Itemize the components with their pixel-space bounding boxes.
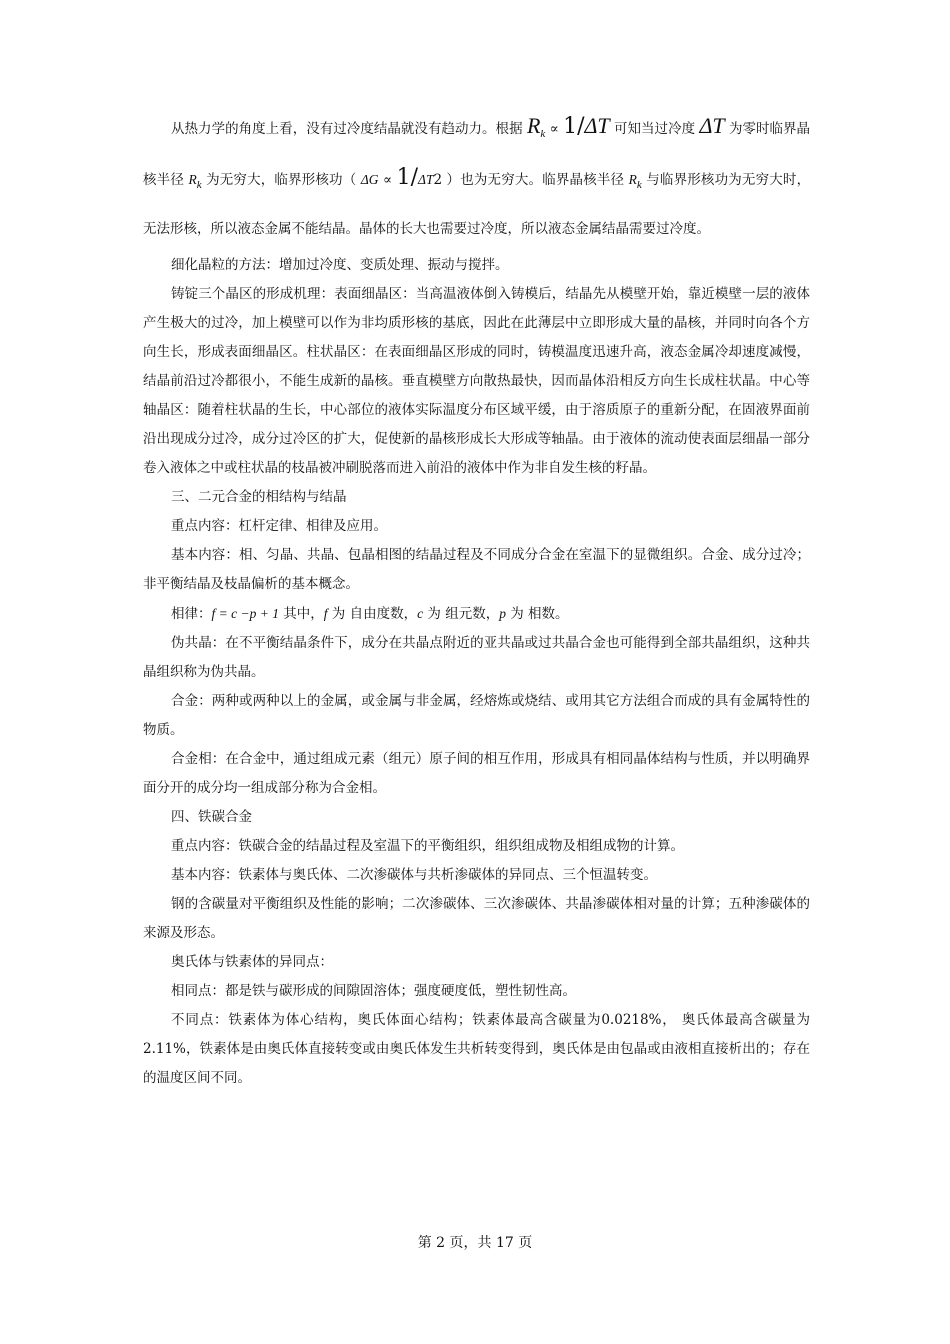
paragraph-alloy: 合金：两种或两种以上的金属，或金属与非金属，经熔炼或烧结、或用其它方法组合而成的具有金属特性的物质。 xyxy=(143,693,810,738)
section-heading-binary-alloys: 三、二元合金的相结构与结晶 xyxy=(171,489,347,505)
formula-dG: ΔG xyxy=(360,172,379,187)
formula-slash: / xyxy=(577,114,585,139)
formula-slash: / xyxy=(410,165,419,190)
text: 为零时临界晶核半径 xyxy=(143,121,811,188)
section-heading-iron-carbon: 四、铁碳合金 xyxy=(171,809,252,825)
paragraph-alloy-phase: 合金相：在合金中，通过组成元素（组元）原子间的相互作用，形成具有相同晶体结构与性质，并以明确界面分开的成分均一组成部分称为合金相。 xyxy=(143,751,810,796)
page-footer: 第 2 页，共 17 页 xyxy=(417,1235,533,1251)
formula-dT: ΔT xyxy=(418,172,434,187)
paragraph-basic-content-2: 基本内容：铁素体与奥氏体、二次渗碳体与共析渗碳体的异同点、三个恒温转变。 xyxy=(171,867,657,883)
paragraph-ingot-zones: 铸锭三个晶区的形成机理：表面细晶区：当高温液体倒入铸模后，结晶先从模壁开始，靠近模壁一层的液体产生极大的过冷，加上模壁可以作为非均质形核的基底，因此在此薄层中立即形成大量的晶核，并同时向各个方向生长，形成表面细晶区。柱状晶区：在表面细晶区形成的同时，铸模温度迅速升高，液态金属冷却速度减慢，结晶前沿过冷都很小，不能生成新的晶核。垂直模壁方向散热最快，因而晶体沿相反方向生长成柱状晶。中心等轴晶区：随着柱状晶的生长，中心部位的液体实际温度分布区域平缓，由于溶质原子的重新分配，在固液界面前沿出现成分过冷，成分过冷区的扩大，促使新的晶核形成长大形成等轴晶。由于液体的流动使表面层细晶一部分卷入液体之中或柱状晶的枝晶被冲刷脱落而进入前沿的液体中作为非自发生核的籽晶。 xyxy=(143,286,810,476)
formula-prop: ∝ xyxy=(383,172,393,188)
symbol-f: f xyxy=(323,606,328,621)
paragraph-basic-content: 基本内容：相、匀晶、共晶、包晶相图的结晶过程及不同成分合金在室温下的显微组织。合金、成分过冷；非平衡结晶及枝晶偏析的基本概念。 xyxy=(143,547,810,592)
formula-k: k xyxy=(540,128,546,140)
formula-dT: ΔT xyxy=(584,113,610,138)
paragraph-austenite-ferrite: 奥氏体与铁素体的异同点： xyxy=(171,954,333,970)
phase-rule-formula: f = c −p + 1 xyxy=(211,606,279,621)
document-body xyxy=(143,104,810,1093)
text: 为无穷大，临界形核功（ xyxy=(206,172,357,188)
paragraph-supercooling xyxy=(143,104,810,251)
text: 相律： xyxy=(171,606,212,622)
paragraph-similarities: 相同点：都是铁与碳形成的间隙固溶体；强度硬度低，塑性韧性高。 xyxy=(171,983,576,999)
paragraph-carbon-content: 钢的含碳量对平衡组织及性能的影响；二次渗碳体、三次渗碳体、共晶渗碳体相对量的计算；五种渗碳体的来源及形态。 xyxy=(143,896,810,941)
text: 为 自由度数， xyxy=(327,606,418,622)
formula-dT: ΔT xyxy=(699,113,725,138)
formula-prop: ∝ xyxy=(549,121,559,137)
formula-R: R xyxy=(526,113,541,138)
text: 可知当过冷度 xyxy=(613,121,696,137)
symbol-c: c xyxy=(417,606,424,621)
paragraph-key-content: 重点内容：杠杆定律、相律及应用。 xyxy=(171,518,387,534)
formula-R: R xyxy=(188,172,197,187)
text: 其中， xyxy=(278,606,324,622)
paragraph-phase-rule xyxy=(143,599,810,629)
text: ）也为无穷大。临界晶核半径 xyxy=(446,172,625,188)
formula-two: 2 xyxy=(433,172,443,188)
formula-one: 1 xyxy=(396,165,411,190)
paragraph-pseudo-eutectic: 伪共晶：在不平衡结晶条件下，成分在共晶点附近的亚共晶或过共晶合金也可能得到全部共晶组织，这种共晶组织称为伪共晶。 xyxy=(143,635,810,680)
paragraph-key-content-2: 重点内容：铁碳合金的结晶过程及室温下的平衡组织，组织组成物及相组成物的计算。 xyxy=(171,838,684,854)
formula-one: 1 xyxy=(563,114,578,139)
text: 为 组元数， xyxy=(423,606,500,622)
formula-k: k xyxy=(636,179,642,191)
text: 与临界形核功为无穷大时，无法形核，所以液态金属不能结晶。晶体的长大也需要过冷度，所以液态金属结晶需要过冷度。 xyxy=(143,172,811,237)
formula-R: R xyxy=(628,172,637,187)
text: 为 相数。 xyxy=(505,606,569,622)
paragraph-differences: 不同点：铁素体为体心结构，奥氏体面心结构；铁素体最高含碳量为0.0218%， 奥氏体最高含碳量为2.11%，铁素体是由奥氏体直接转变或由奥氏体发生共析转变得到，奥氏体是由包晶或由液相直接析出的；存在的温度区间不同。 xyxy=(143,1012,810,1086)
formula-k: k xyxy=(196,179,202,191)
symbol-p: p xyxy=(499,606,506,621)
text: 从热力学的角度上看，没有过冷度结晶就没有趋动力。根据 xyxy=(171,121,523,137)
paragraph-grain-refinement: 细化晶粒的方法：增加过冷度、变质处理、振动与搅拌。 xyxy=(171,257,509,273)
